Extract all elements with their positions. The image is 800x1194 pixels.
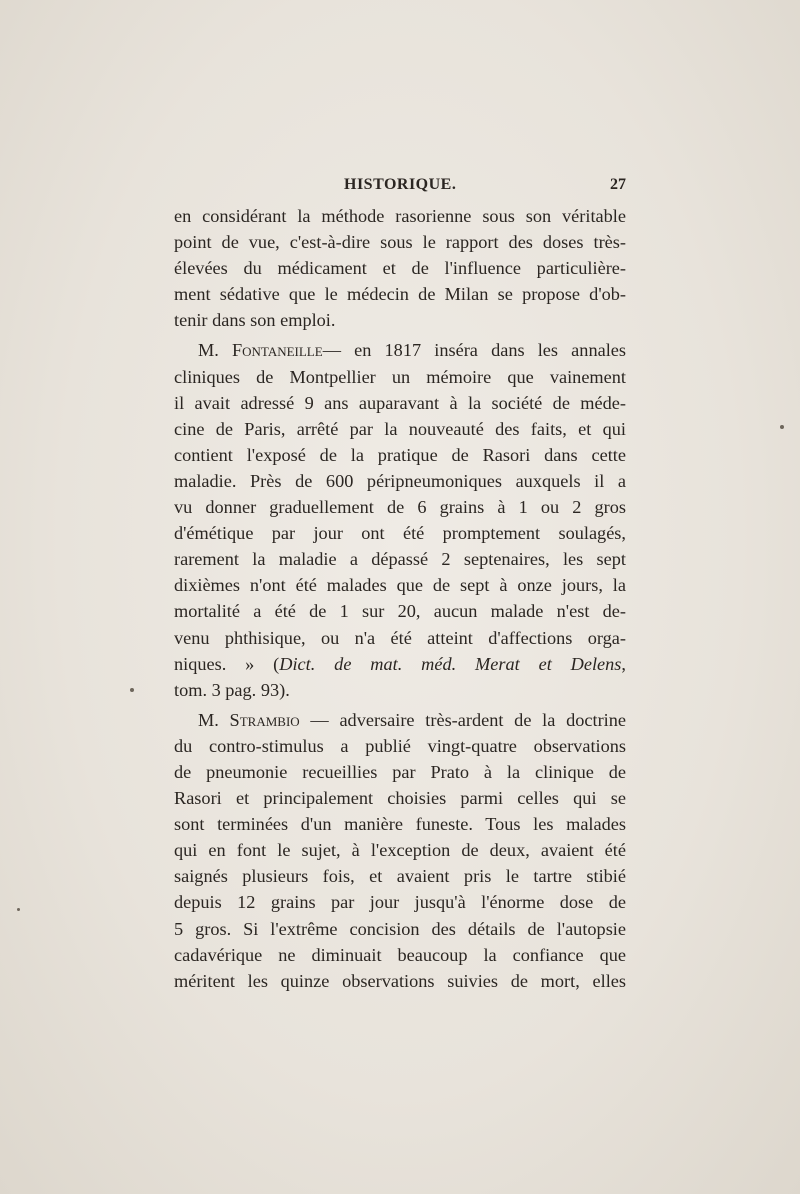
text-line: 5 gros. Si l'extrême concision des détails de l'autopsie	[174, 918, 626, 939]
text-line: maladie. Près de 600 péripneumoniques auxquels il a	[174, 470, 626, 491]
text-line: depuis 12 grains par jour jusqu'à l'énorme dose de	[174, 892, 626, 913]
citation-line	[174, 651, 626, 677]
text-line: élevées du médicament et de l'influence particulière-	[174, 258, 626, 279]
paper-speck	[130, 688, 134, 692]
paper-speck	[780, 425, 784, 429]
text-run: — en 1817 inséra dans les annales	[322, 340, 626, 361]
text-line: vu donner graduellement de 6 grains à 1 ou 2 gros	[174, 497, 626, 518]
author-name: M. Fontaneille	[198, 340, 323, 361]
author-name: M. Strambio	[198, 709, 300, 730]
text-run: niques. » (	[174, 653, 280, 674]
text-line: Rasori et principalement choisies parmi celles qui se	[174, 788, 626, 809]
paper-speck	[17, 908, 20, 911]
text-line: d'émétique par jour ont été promptement soulagés,	[174, 523, 626, 544]
text-run: ,	[621, 653, 626, 674]
text-line	[174, 707, 626, 733]
running-title: HISTORIQUE.	[344, 176, 457, 193]
text-line: qui en font le sujet, à l'exception de deux, avaient été	[174, 840, 626, 861]
text-line: en considérant la méthode rasorienne sous son véritable	[174, 206, 626, 226]
text-line: mortalité a été de 1 sur 20, aucun malade n'est de-	[174, 601, 626, 622]
text-line: sont terminées d'un manière funeste. Tous les malades	[174, 814, 626, 835]
paragraph	[174, 337, 626, 702]
citation-title: Dict. de mat. méd. Merat et Delens	[279, 653, 622, 674]
text-line: tenir dans son emploi.	[174, 310, 336, 331]
text-line: il avait adressé 9 ans auparavant à la société de méde-	[174, 392, 626, 413]
text-run: — adversaire très-ardent de la doctrine	[299, 709, 626, 730]
text-line: cliniques de Montpellier un mémoire que vainement	[174, 366, 626, 387]
body-text	[174, 203, 626, 994]
paragraph	[174, 707, 626, 994]
text-line: ment sédative que le médecin de Milan se propose d'ob-	[174, 284, 626, 305]
text-line	[174, 337, 626, 363]
text-line: saignés plusieurs fois, et avaient pris le tartre stibié	[174, 866, 626, 887]
text-line: tom. 3 pag. 93).	[174, 679, 290, 700]
text-line: rarement la maladie a dépassé 2 septenaires, les sept	[174, 549, 626, 570]
text-line: cine de Paris, arrêté par la nouveauté des faits, et qui	[174, 418, 626, 439]
text-line: méritent les quinze observations suivies de mort, elles	[174, 970, 626, 991]
page-number: 27	[610, 176, 626, 193]
page-header	[174, 176, 626, 202]
text-line: cadavérique ne diminuait beaucoup la confiance que	[174, 944, 626, 965]
text-line: venu phthisique, ou n'a été atteint d'affections orga-	[174, 627, 626, 648]
paragraph	[174, 203, 626, 333]
text-line: du contro-stimulus a publié vingt-quatre observations	[174, 735, 626, 756]
text-line: dixièmes n'ont été malades que de sept à onze jours, la	[174, 575, 626, 596]
text-line: de pneumonie recueillies par Prato à la clinique de	[174, 761, 626, 782]
text-line: point de vue, c'est-à-dire sous le rapport des doses très-	[174, 232, 626, 253]
text-line: contient l'exposé de la pratique de Rasori dans cette	[174, 444, 626, 465]
